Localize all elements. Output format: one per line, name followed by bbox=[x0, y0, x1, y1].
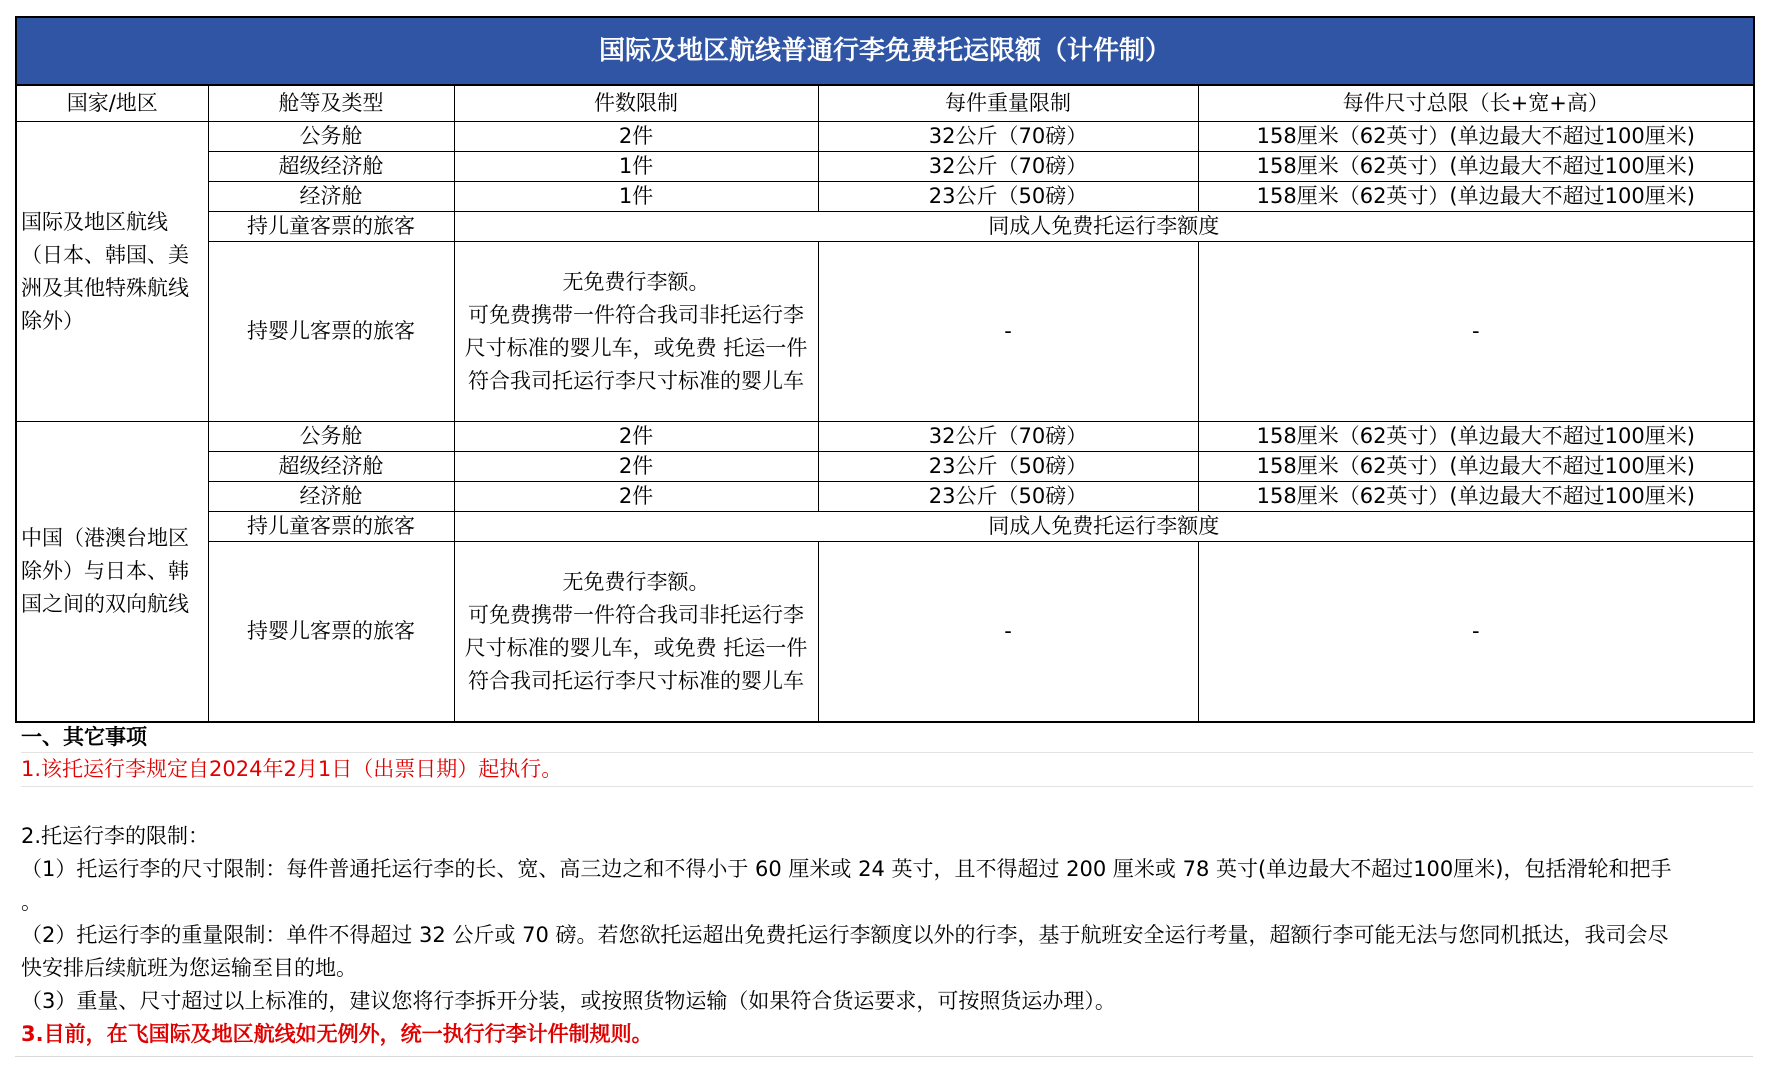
baggage-allowance-table bbox=[15, 16, 1755, 723]
table-title: 国际及地区航线普通行李免费托运限额（计件制） bbox=[16, 17, 1754, 85]
cabin-cell: 经济舱 bbox=[208, 482, 454, 512]
baggage-sheet bbox=[15, 16, 1753, 1051]
weight-cell: 32公斤（70磅） bbox=[818, 422, 1198, 452]
infant-pieces-cell: 无免费行李额。 可免费携带一件符合我司非托运行李尺寸标准的婴儿车，或免费 托运一件符合我司托运行李尺寸标准的婴儿车 bbox=[454, 242, 818, 422]
infant-size-cell: - bbox=[1198, 542, 1754, 723]
infant-size-cell: - bbox=[1198, 242, 1754, 422]
header-pieces: 件数限制 bbox=[454, 85, 818, 122]
weight-cell: 23公斤（50磅） bbox=[818, 182, 1198, 212]
pieces-cell: 2件 bbox=[454, 422, 818, 452]
note-item-2-3: （3）重量、尺寸超过以上标准的，建议您将行李拆开分装，或按照货物运输（如果符合货运要求，可按照货运办理）。 bbox=[21, 989, 1116, 1013]
cabin-cell: 公务舱 bbox=[208, 422, 454, 452]
note-item-2-2: （2）托运行李的重量限制：单件不得超过 32 公斤或 70 磅。若您欲托运超出免费托运行李额度以外的行李，基于航班安全运行考量，超额行李可能无法与您同机抵达，我司会尽 bbox=[21, 923, 1669, 947]
size-cell: 158厘米（62英寸）(单边最大不超过100厘米) bbox=[1198, 122, 1754, 152]
weight-cell: 32公斤（70磅） bbox=[818, 122, 1198, 152]
cabin-cell: 超级经济舱 bbox=[208, 452, 454, 482]
note-item-2-1-cont: 。 bbox=[21, 890, 42, 914]
weight-cell: 23公斤（50磅） bbox=[818, 452, 1198, 482]
note-item-2-title: 2.托运行李的限制： bbox=[21, 824, 210, 848]
notes-section bbox=[15, 723, 1753, 1051]
size-cell: 158厘米（62英寸）(单边最大不超过100厘米) bbox=[1198, 452, 1754, 482]
region-cell: 国际及地区航线（日本、韩国、美洲及其他特殊航线除外） bbox=[16, 122, 208, 422]
pieces-cell: 1件 bbox=[454, 152, 818, 182]
table-row bbox=[16, 422, 1754, 452]
header-row bbox=[16, 85, 1754, 122]
infant-label-cell: 持婴儿客票的旅客 bbox=[208, 242, 454, 422]
infant-weight-cell: - bbox=[818, 242, 1198, 422]
header-weight: 每件重量限制 bbox=[818, 85, 1198, 122]
child-value-cell: 同成人免费托运行李额度 bbox=[454, 512, 1754, 542]
table-row bbox=[16, 452, 1754, 482]
table-row bbox=[16, 122, 1754, 152]
size-cell: 158厘米（62英寸）(单边最大不超过100厘米) bbox=[1198, 482, 1754, 512]
table-row bbox=[16, 152, 1754, 182]
bottom-divider bbox=[15, 1056, 1753, 1057]
pieces-cell: 2件 bbox=[454, 122, 818, 152]
notes-spacer bbox=[21, 786, 1753, 820]
header-cabin: 舱等及类型 bbox=[208, 85, 454, 122]
weight-cell: 32公斤（70磅） bbox=[818, 152, 1198, 182]
infant-label-cell: 持婴儿客票的旅客 bbox=[208, 542, 454, 723]
infant-row bbox=[16, 242, 1754, 422]
note-item-2-2-cont: 快安排后续航班为您运输至目的地。 bbox=[21, 956, 357, 980]
cabin-cell: 经济舱 bbox=[208, 182, 454, 212]
size-cell: 158厘米（62英寸）(单边最大不超过100厘米) bbox=[1198, 152, 1754, 182]
header-region: 国家/地区 bbox=[16, 85, 208, 122]
header-size: 每件尺寸总限（长+宽+高） bbox=[1198, 85, 1754, 122]
pieces-cell: 2件 bbox=[454, 482, 818, 512]
child-row bbox=[16, 512, 1754, 542]
note-item-3: 3.目前，在飞国际及地区航线如无例外，统一执行行李计件制规则。 bbox=[21, 1022, 653, 1046]
weight-cell: 23公斤（50磅） bbox=[818, 482, 1198, 512]
child-label-cell: 持儿童客票的旅客 bbox=[208, 212, 454, 242]
child-value-cell: 同成人免费托运行李额度 bbox=[454, 212, 1754, 242]
size-cell: 158厘米（62英寸）(单边最大不超过100厘米) bbox=[1198, 422, 1754, 452]
infant-row bbox=[16, 542, 1754, 723]
region-cell: 中国（港澳台地区除外）与日本、韩国之间的双向航线 bbox=[16, 422, 208, 723]
child-label-cell: 持儿童客票的旅客 bbox=[208, 512, 454, 542]
notes-heading: 一、其它事项 bbox=[21, 725, 147, 749]
size-cell: 158厘米（62英寸）(单边最大不超过100厘米) bbox=[1198, 182, 1754, 212]
table-row bbox=[16, 482, 1754, 512]
infant-pieces-cell: 无免费行李额。 可免费携带一件符合我司非托运行李尺寸标准的婴儿车，或免费 托运一件符合我司托运行李尺寸标准的婴儿车 bbox=[454, 542, 818, 723]
cabin-cell: 公务舱 bbox=[208, 122, 454, 152]
note-item-1: 1.该托运行李规定自2024年2月1日（出票日期）起执行。 bbox=[21, 752, 1753, 786]
pieces-cell: 1件 bbox=[454, 182, 818, 212]
child-row bbox=[16, 212, 1754, 242]
infant-weight-cell: - bbox=[818, 542, 1198, 723]
table-row bbox=[16, 182, 1754, 212]
note-item-2-1: （1）托运行李的尺寸限制：每件普通托运行李的长、宽、高三边之和不得小于 60 厘米或 24 英寸，且不得超过 200 厘米或 78 英寸(单边最大不超过100厘米)，包括滑轮和把手 bbox=[21, 857, 1672, 881]
pieces-cell: 2件 bbox=[454, 452, 818, 482]
cabin-cell: 超级经济舱 bbox=[208, 152, 454, 182]
